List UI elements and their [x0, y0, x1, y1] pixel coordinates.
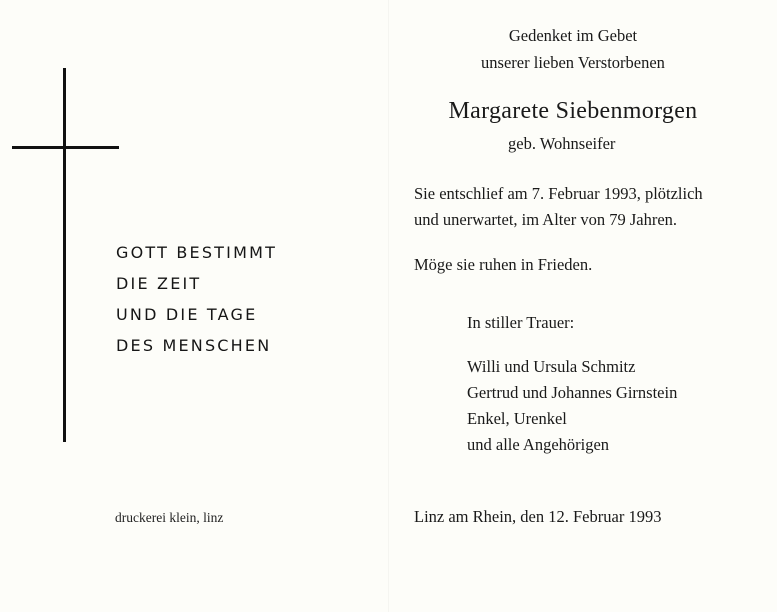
- death-notice-line-1: Sie entschlief am 7. Februar 1993, plötzlich: [414, 184, 703, 203]
- motto-line: DES MENSCHEN: [116, 336, 272, 355]
- mourner-line: Willi und Ursula Schmitz: [467, 357, 636, 376]
- motto: [116, 237, 277, 361]
- blessing: Möge sie ruhen in Frieden.: [414, 255, 593, 274]
- motto-line: DIE ZEIT: [116, 274, 202, 293]
- printer-imprint: druckerei klein, linz: [115, 510, 224, 525]
- mourner-line: Gertrud und Johannes Girnstein: [467, 383, 678, 402]
- mourner-line: und alle Angehörigen: [467, 435, 610, 454]
- motto-line: UND DIE TAGE: [116, 305, 258, 324]
- header-line-1: Gedenket im Gebet: [508, 26, 638, 45]
- header-line-2: unserer lieben Verstorbenen: [481, 53, 665, 72]
- death-notice-line-2: und unerwartet, im Alter von 79 Jahren.: [414, 210, 678, 229]
- mourner-line: Enkel, Urenkel: [467, 409, 567, 428]
- place-and-date: Linz am Rhein, den 12. Februar 1993: [414, 507, 662, 526]
- cross-icon-horizontal-beam: [12, 146, 119, 149]
- fold-line: [388, 0, 389, 612]
- cross-icon-vertical-beam: [63, 68, 66, 442]
- motto-line: GOTT BESTIMMT: [116, 243, 278, 262]
- deceased-name: Margarete Siebenmorgen: [448, 98, 698, 124]
- mourning-intro: In stiller Trauer:: [467, 313, 575, 332]
- maiden-name: geb. Wohnseifer: [508, 134, 616, 153]
